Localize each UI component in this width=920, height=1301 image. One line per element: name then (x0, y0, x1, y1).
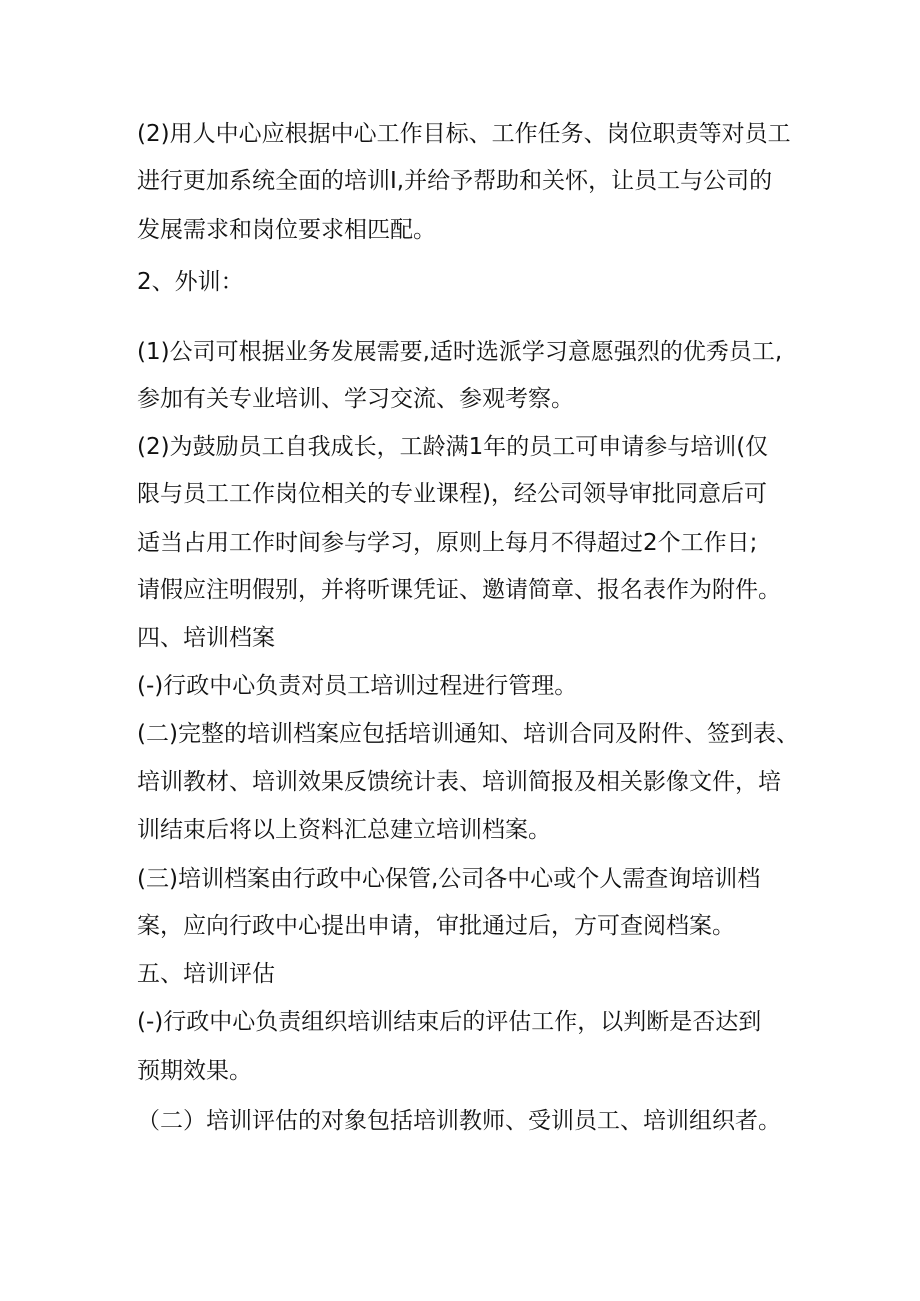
paragraph-line-19: (-)行政中心负责组织培训结束后的评估工作，以判断是否达到 (137, 1009, 762, 1035)
section-heading-training-evaluation: 五、培训评估 (137, 961, 275, 987)
paragraph-line-14: 培训教材、培训效果反馈统计表、培训简报及相关影像文件，培 (137, 769, 781, 795)
paragraph-line-2: 进行更加系统全面的培训I,并给予帮助和关怀，让员工与公司的 (137, 168, 773, 194)
paragraph-line-7: (2)为鼓励员工自我成长，工龄满1年的员工可申请参与培训(仅 (137, 434, 769, 460)
paragraph-line-17: 案，应向行政中心提出申请，审批通过后，方可查阅档案。 (137, 913, 735, 939)
paragraph-line-15: 训结束后将以上资料汇总建立培训档案。 (137, 817, 551, 843)
section-heading-training-archives: 四、培训档案 (137, 625, 275, 651)
paragraph-line-10: 请假应注明假别，并将听课凭证、邀请简章、报名表作为附件。 (137, 577, 781, 603)
paragraph-line-8: 限与员工工作岗位相关的专业课程)，经公司领导审批同意后可 (137, 481, 767, 507)
paragraph-line-21: （二）培训评估的对象包括培训教师、受训员工、培训组织者。 (137, 1108, 781, 1134)
paragraph-line-13: (二)完整的培训档案应包括培训通知、培训合同及附件、签到表、 (137, 721, 799, 747)
paragraph-line-16: (三)培训档案由行政中心保管,公司各中心或个人需查询培训档 (137, 866, 761, 892)
paragraph-line-20: 预期效果。 (137, 1058, 252, 1084)
paragraph-line-5: (1)公司可根据业务发展需要,适时选派学习意愿强烈的优秀员工, (137, 339, 783, 365)
section-heading-external-training: 2、外训： (137, 269, 244, 295)
paragraph-line-6: 参加有关专业培训、学习交流、参观考察。 (137, 386, 574, 412)
paragraph-line-1: (2)用人中心应根据中心工作目标、工作任务、岗位职责等对员工 (137, 121, 791, 147)
paragraph-line-12: (-)行政中心负责对员工培训过程进行管理。 (137, 673, 578, 699)
paragraph-line-3: 发展需求和岗位要求相匹配。 (137, 217, 436, 243)
paragraph-line-9: 适当占用工作时间参与学习，原则上每月不得超过2个工作日; (137, 530, 758, 556)
